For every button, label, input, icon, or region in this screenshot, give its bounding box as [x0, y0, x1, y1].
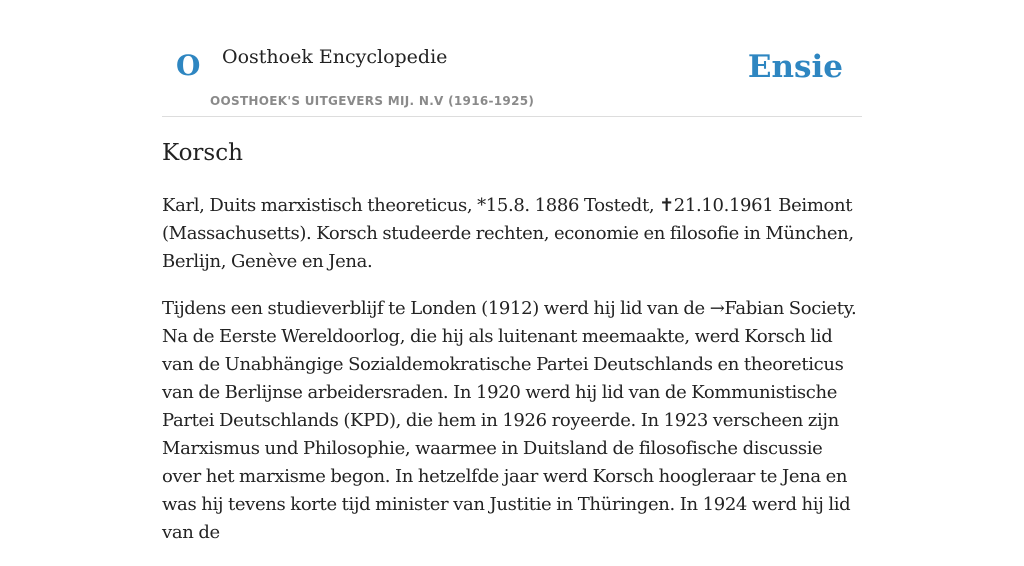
- article-paragraph-1: Karl, Duits marxistisch theoreticus, *15.8. 1886 Tostedt, ✝21.10.1961 Beimont (Massachusetts). Korsch studeerde rechten, economie en filosofie in München, Berlijn, Genève en Jena.: [162, 195, 854, 272]
- article-title: Korsch: [162, 140, 243, 166]
- site-header: [162, 0, 862, 117]
- paragraph-text: Tijdens een studieverblijf te Londen (1912) werd hij lid van de: [162, 298, 710, 319]
- logo-icon[interactable]: O: [176, 49, 201, 82]
- article-paragraph-2: [162, 295, 862, 547]
- ensie-logo-link[interactable]: Ensie: [747, 49, 843, 85]
- fabian-society-link[interactable]: →Fabian Society: [709, 298, 852, 319]
- article-body: [162, 192, 862, 566]
- paragraph-text: . Na de Eerste Wereldoorlog, die hij als luitenant meemaakte, werd Korsch lid van de Unabhängige Sozialdemokratische Partei Deutschlands en theoreticus van de Berlijnse arbeidersraden. In 1920 werd hij lid van de Kommunistische Partei Deutschlands (KPD), die hem in 1926 royeerde. In 1923 verscheen zijn Marxismus und Philosophie, waarmee in Duitsland de filosofische discussie over het marxisme begon. In hetzelfde jaar werd Korsch hoogleraar te Jena en was hij tevens korte tijd minister van Justitie in Thüringen. In 1924 werd hij lid van de: [162, 298, 857, 543]
- site-title-link[interactable]: Oosthoek Encyclopedie: [222, 46, 448, 68]
- publisher-subtitle: OOSTHOEK'S UITGEVERS MIJ. N.V (1916-1925): [210, 94, 535, 108]
